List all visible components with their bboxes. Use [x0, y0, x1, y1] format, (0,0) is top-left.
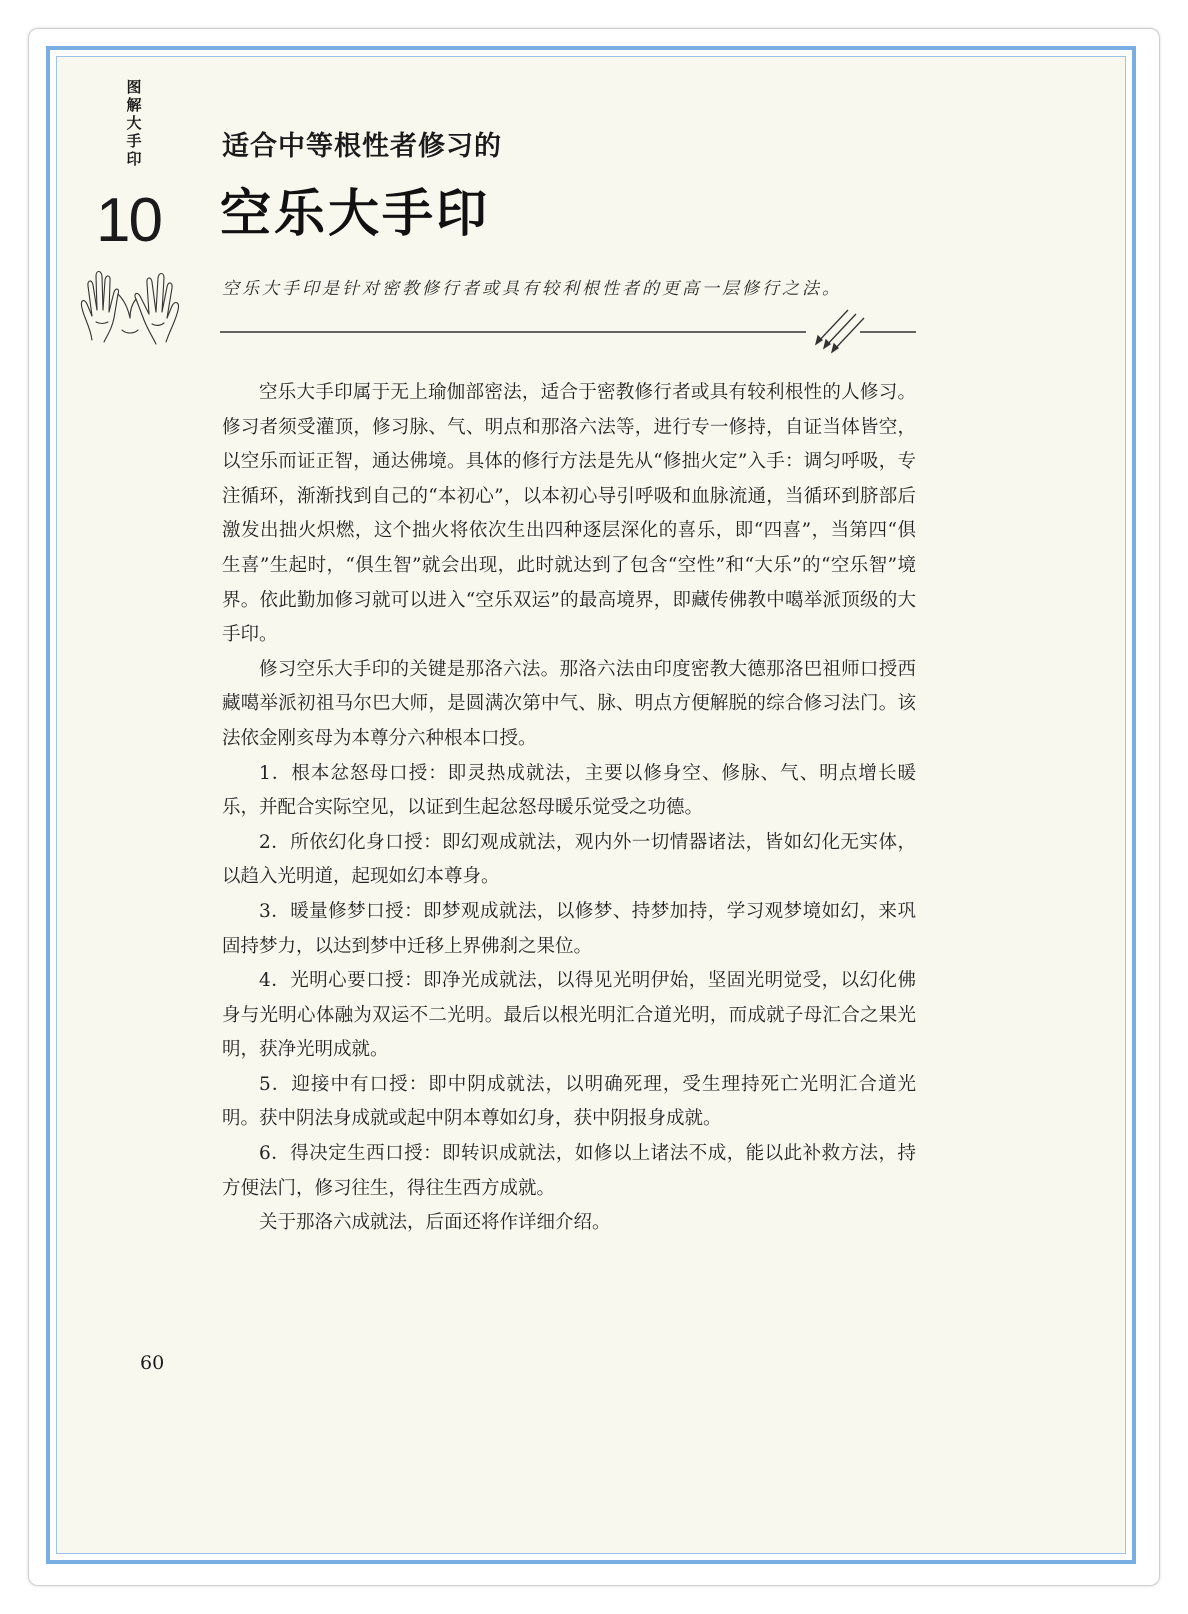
chapter-title: 空乐大手印	[220, 185, 491, 244]
chapter-number: 10	[96, 186, 161, 255]
hands-mudra-icon	[74, 260, 186, 348]
page-number: 60	[140, 1352, 165, 1374]
chapter-lead: 空乐大手印是针对密教修行者或具有较利根性者的更高一层修行之法。	[222, 279, 842, 299]
paragraph: 空乐大手印属于无上瑜伽部密法，适合于密教修行者或具有较利根性的人修习。修习者须受灌顶，修习脉、气、明点和那洛六法等，进行专一修持，自证当体皆空，以空乐而证正智，通达佛境。具体的修行方法是先从“修拙火定”入手：调匀呼吸，专注循环，渐渐找到自己的“本初心”，以本初心导引呼吸和血脉流通，当循环到脐部后激发出拙火炽燃，这个拙火将依次生出四种逐层深化的喜乐，即“四喜”，当第四“俱生喜”生起时，“俱生智”就会出现，此时就达到了包含“空性”和“大乐”的“空乐智”境界。依此勤加修习就可以进入“空乐双运”的最高境界，即藏传佛教中噶举派顶级的大手印。	[222, 382, 916, 646]
title-divider	[220, 306, 916, 356]
chapter-subtitle: 适合中等根性者修习的	[222, 131, 502, 162]
paragraph: 1．根本忿怒母口授：即灵热成就法，主要以修身空、修脉、气、明点增长暖乐，并配合实际空见，以证到生起忿怒母暖乐觉受之功德。	[222, 762, 916, 819]
side-title: 图解大手印	[126, 78, 142, 168]
paragraph: 5．迎接中有口授：即中阴成就法，以明确死理，受生理持死亡光明汇合道光明。获中阴法身成就或起中阴本尊如幻身，获中阴报身成就。	[222, 1073, 916, 1130]
paragraph: 关于那洛六成就法，后面还将作详细介绍。	[259, 1212, 611, 1234]
arrows-icon	[816, 310, 864, 352]
paragraph: 6．得决定生西口授：即转识成就法，如修以上诸法不成，能以此补救方法，持方便法门，修习往生，得往生西方成就。	[222, 1143, 916, 1199]
paragraph: 3．暖量修梦口授：即梦观成就法，以修梦、持梦加持，学习观梦境如幻，来巩固持梦力，以达到梦中迁移上界佛刹之果位。	[222, 900, 916, 957]
paragraph: 4．光明心要口授：即净光成就法，以得见光明伊始，坚固光明觉受，以幻化佛身与光明心体融为双运不二光明。最后以根光明汇合道光明，而成就子母汇合之果光明，获净光明成就。	[222, 970, 916, 1061]
body-text	[222, 376, 916, 1241]
paragraph: 2．所依幻化身口授：即幻观成就法，观内外一切情器诸法，皆如幻化无实体，以趋入光明道，起现如幻本尊身。	[222, 831, 916, 888]
paragraph: 修习空乐大手印的关键是那洛六法。那洛六法由印度密教大德那洛巴祖师口授西藏噶举派初祖马尔巴大师，是圆满次第中气、脉、明点方便解脱的综合修习法门。该法依金刚亥母为本尊分六种根本口授。	[222, 658, 916, 749]
